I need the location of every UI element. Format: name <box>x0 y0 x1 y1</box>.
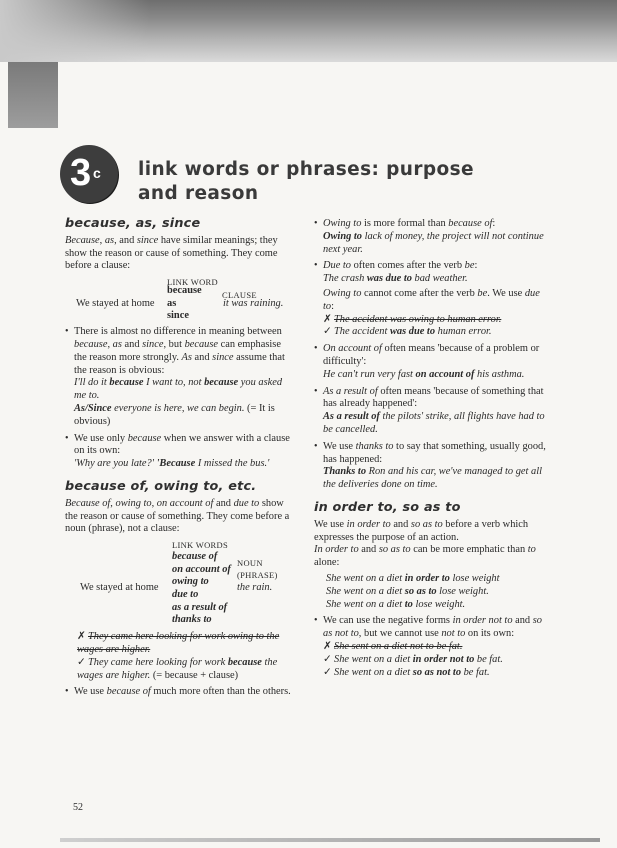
example: I'll do it because I want to, not because you asked me to. <box>74 377 283 402</box>
wrong-example: ✗ They came here looking for work owing to the wages are higher. <box>77 631 280 655</box>
link-words-list <box>172 551 231 627</box>
right-example: ✓ They came here looking for work because the wages are higher. (= because + clause) <box>77 656 278 681</box>
link-word: due to <box>172 588 199 600</box>
example: She went on a diet to lose weight. <box>326 598 466 610</box>
link-word: on account of <box>172 563 231 575</box>
example: She went on a diet so as to lose weight. <box>326 585 489 597</box>
bullet-list <box>65 686 295 699</box>
top-band-highlight <box>0 0 150 62</box>
link-word: because <box>167 285 202 297</box>
link-word-table <box>65 276 295 322</box>
example: He can't run very fast on account of his asthma. <box>323 368 525 380</box>
list-item: • We can use the negative forms in order not to and so as not to, but we cannot use not to on its own: ✗ She sent on a diet not to be fat. ✓ She went on a diet in order not to be fat. ✓ She went on a diet so as not to be fat. <box>314 615 550 679</box>
bullet-list <box>314 615 550 679</box>
table-header-link-word: LINK WORD <box>167 277 218 288</box>
example: As a result of the pilots' strike, all flights have had to be cancelled. <box>323 411 545 435</box>
unit-badge <box>60 145 118 203</box>
example: She went on a diet in order to lose weight <box>326 572 500 584</box>
example: As/Since everyone is here, we can begin. (= It is obvious) <box>74 402 275 427</box>
link-word: as a result of <box>172 601 228 613</box>
section-heading-because-of: because of, owing to, etc. <box>65 478 257 494</box>
wrong-example: ✗ She sent on a diet not to be fat. <box>323 640 463 652</box>
left-column <box>65 218 295 703</box>
cross-mark-icon: ✗ <box>323 640 332 652</box>
example: 'Why are you late?' 'Because I missed the bus.' <box>74 458 270 470</box>
page-number: 52 <box>73 802 83 813</box>
right-example: ✓ She went on a diet in order not to be fat. <box>323 653 503 665</box>
note: Owing to cannot come after the verb be. We use due to: <box>323 287 540 312</box>
section-heading-in-order-to: in order to, so as to <box>314 499 461 515</box>
right-column <box>314 218 550 683</box>
top-shaded-band <box>0 0 617 62</box>
table-clause: it was raining. <box>223 298 284 310</box>
table-header-clause: CLAUSE <box>222 290 257 301</box>
right-example: ✓ She went on a diet so as not to be fat. <box>323 666 490 678</box>
link-words-table <box>65 539 295 627</box>
list-item: • Owing to is more formal than because of: Owing to lack of money, the project will not continue next year. <box>314 218 550 256</box>
section-heading-because-as-since: because, as, since <box>65 216 201 231</box>
list-item: • Due to often comes after the verb be: The crash was due to bad weather. Owing to cannot come after the verb be. We use due to: ✗ The accident was owing to human error. ✓ The accident was due to human error. <box>314 260 550 339</box>
example: The crash was due to bad weather. <box>323 273 468 285</box>
table-left-clause: We stayed at home <box>76 298 155 310</box>
wrong-example: ✗ The accident was owing to human error. <box>323 313 502 325</box>
link-word: because of <box>172 551 218 563</box>
unit-number: 3 <box>70 152 92 194</box>
link-word: as <box>167 297 177 309</box>
list-item: • We use because of much more often than the others. <box>65 686 295 699</box>
list-item: • On account of often means 'because of a problem or difficulty': He can't run very fast on account of his asthma. <box>314 343 550 381</box>
example: Owing to lack of money, the project will not continue next year. <box>323 230 544 255</box>
check-mark-icon: ✓ <box>323 326 332 338</box>
section-intro: Because of, owing to, on account of and due to show the reason or cause of something. They come before a noun (phrase), not a clause: <box>65 497 290 535</box>
side-tab-block <box>8 62 58 128</box>
bullet-list <box>314 218 550 492</box>
list-item: • We use thanks to to say that something, usually good, has happened: Thanks to Ron and his car, we've managed to get all the deliveries done on time. <box>314 441 550 492</box>
footer-rule <box>60 838 600 842</box>
link-word: since <box>167 310 189 322</box>
right-example: ✓ The accident was due to human error. <box>323 326 492 338</box>
bullet-list <box>65 326 295 471</box>
example: Thanks to Ron and his car, we've managed to get all the deliveries done on time. <box>323 466 542 491</box>
section-intro: Because, as, and since have similar meanings; they show the reason or cause of something. They come before a clause: <box>65 234 278 272</box>
table-header-link-words: LINK WORDS <box>172 540 228 551</box>
table-header-noun: NOUN <box>237 558 263 569</box>
cross-mark-icon: ✗ <box>77 631 86 643</box>
link-word-list <box>167 285 202 323</box>
list-item: • As a result of often means 'because of something that has already happened': As a result of the pilots' strike, all flights have had to be cancelled. <box>314 386 550 437</box>
list-item: • There is almost no difference in meaning between because, as and since, but because can emphasise the reason more strongly. As and since assume that the reason is obvious: I'll do it because I want to, not because you asked me to. As/Since everyone is here, we can begin. (= It is obvious) <box>65 326 295 428</box>
cross-mark-icon: ✗ <box>323 313 332 325</box>
link-word: thanks to <box>172 614 212 626</box>
table-left-clause: We stayed at home <box>80 582 159 594</box>
check-mark-icon: ✓ <box>323 653 332 665</box>
section-intro: We use in order to and so as to before a verb which expresses the purpose of an action. In order to and so as to can be more emphatic than to alone: <box>314 518 536 569</box>
check-mark-icon: ✓ <box>323 666 332 678</box>
unit-letter: c <box>93 165 101 181</box>
table-header-phrase: (PHRASE) <box>237 570 278 581</box>
unit-title: link words or phrases: purpose and reason <box>138 159 474 204</box>
table-noun: the rain. <box>237 582 273 594</box>
check-mark-icon: ✓ <box>77 656 86 668</box>
link-word: owing to <box>172 576 209 588</box>
list-item: • We use only because when we answer with a clause on its own: 'Why are you late?' 'Because I missed the bus.' <box>65 433 295 471</box>
